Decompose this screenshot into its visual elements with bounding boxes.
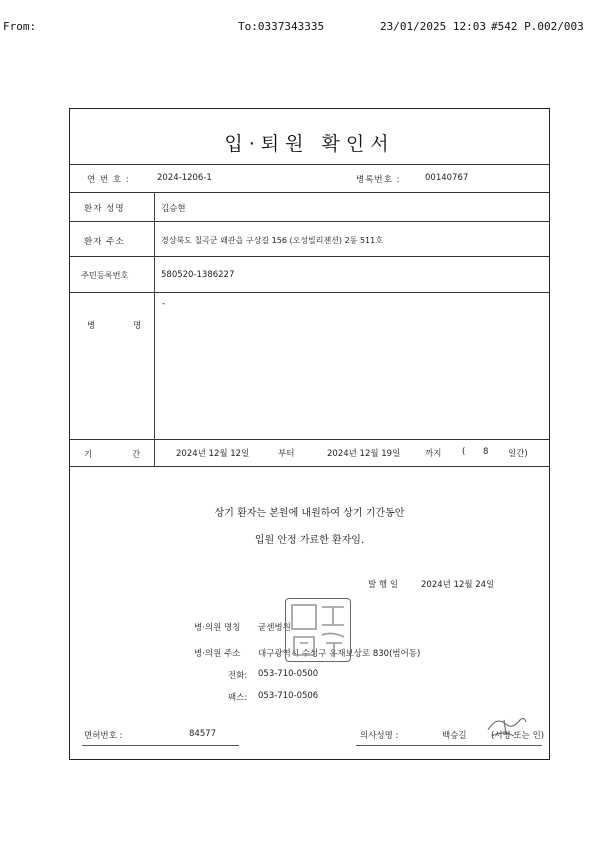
column-divider <box>154 192 155 466</box>
period-start: 2024년 12월 12일 <box>176 449 250 459</box>
period-label-part1: 기 <box>84 450 93 460</box>
disease-value: - <box>162 299 166 309</box>
rule <box>70 256 549 257</box>
fax-page: #542 P.002/003 <box>491 20 584 33</box>
doctor-signature <box>484 714 530 746</box>
document-title: 입·퇴원 확인서 <box>224 133 395 155</box>
hospital-name-label: 병·의원 명칭 <box>194 623 241 633</box>
serial-label: 연 번 호 : <box>87 175 130 185</box>
statement-line-2: 입원 안정 가료한 환자임. <box>254 535 365 546</box>
hospital-address-value: 대구광역시 수성구 유재보상로 830(범어동) <box>258 649 421 659</box>
resident-number-value: 580520-1386227 <box>161 270 235 280</box>
patient-name-label: 환자 성명 <box>84 204 125 214</box>
rule <box>70 439 549 440</box>
fax-from: From: <box>3 20 37 33</box>
resident-number-label: 주민등록번호 <box>81 270 129 280</box>
hospital-address-label: 병·의원 주소 <box>194 649 241 659</box>
rule <box>70 466 549 467</box>
doctor-name-label: 의사성명 : <box>360 731 399 741</box>
period-open-paren: ( <box>462 447 466 457</box>
issue-date-label: 발 행 일 <box>368 580 399 590</box>
rule <box>70 192 549 193</box>
period-to: 까지 <box>425 449 442 459</box>
statement-line-1: 상기 환자는 본원에 내원하여 상기 기간동안 <box>214 508 405 519</box>
patient-address-label: 환자 주소 <box>84 237 125 247</box>
period-close: 일간) <box>508 449 528 459</box>
license-number-value: 84577 <box>189 729 217 739</box>
period-from: 부터 <box>278 449 295 459</box>
hospital-name-value: 굳센병원 <box>258 623 291 633</box>
period-label-part2: 간 <box>132 450 141 460</box>
doctor-name-value: 백승길 <box>442 731 467 741</box>
period-days: 8 <box>483 447 489 457</box>
fax-to: To:0337343335 <box>238 20 325 33</box>
fax-datetime: 23/01/2025 12:03 <box>380 20 486 33</box>
license-number-label: 면허번호 : <box>84 731 123 741</box>
issue-date-value: 2024년 12월 24일 <box>421 580 495 590</box>
hospital-seal-stamp <box>285 598 351 662</box>
disease-label-part2: 명 <box>133 321 142 331</box>
rule <box>70 221 549 222</box>
fax-label: 팩스: <box>228 693 248 703</box>
signature-note: (서명 또는 인) <box>491 731 545 741</box>
patient-name-value: 김승현 <box>161 204 186 214</box>
rule <box>70 292 549 293</box>
phone-value: 053-710-0500 <box>258 669 319 679</box>
record-number-value: 00140767 <box>425 173 469 183</box>
rule <box>70 164 549 165</box>
record-number-label: 병록번호 : <box>356 175 401 185</box>
disease-label-part1: 병 <box>87 321 96 331</box>
phone-label: 전화: <box>228 671 248 681</box>
period-end: 2024년 12월 19일 <box>327 449 401 459</box>
serial-value: 2024-1206-1 <box>157 173 212 183</box>
license-underline <box>82 745 239 746</box>
fax-value: 053-710-0506 <box>258 691 319 701</box>
patient-address-value: 경상북도 칠곡군 왜관읍 구상길 156 (오성빌리젠션) 2동 511호 <box>161 236 383 245</box>
